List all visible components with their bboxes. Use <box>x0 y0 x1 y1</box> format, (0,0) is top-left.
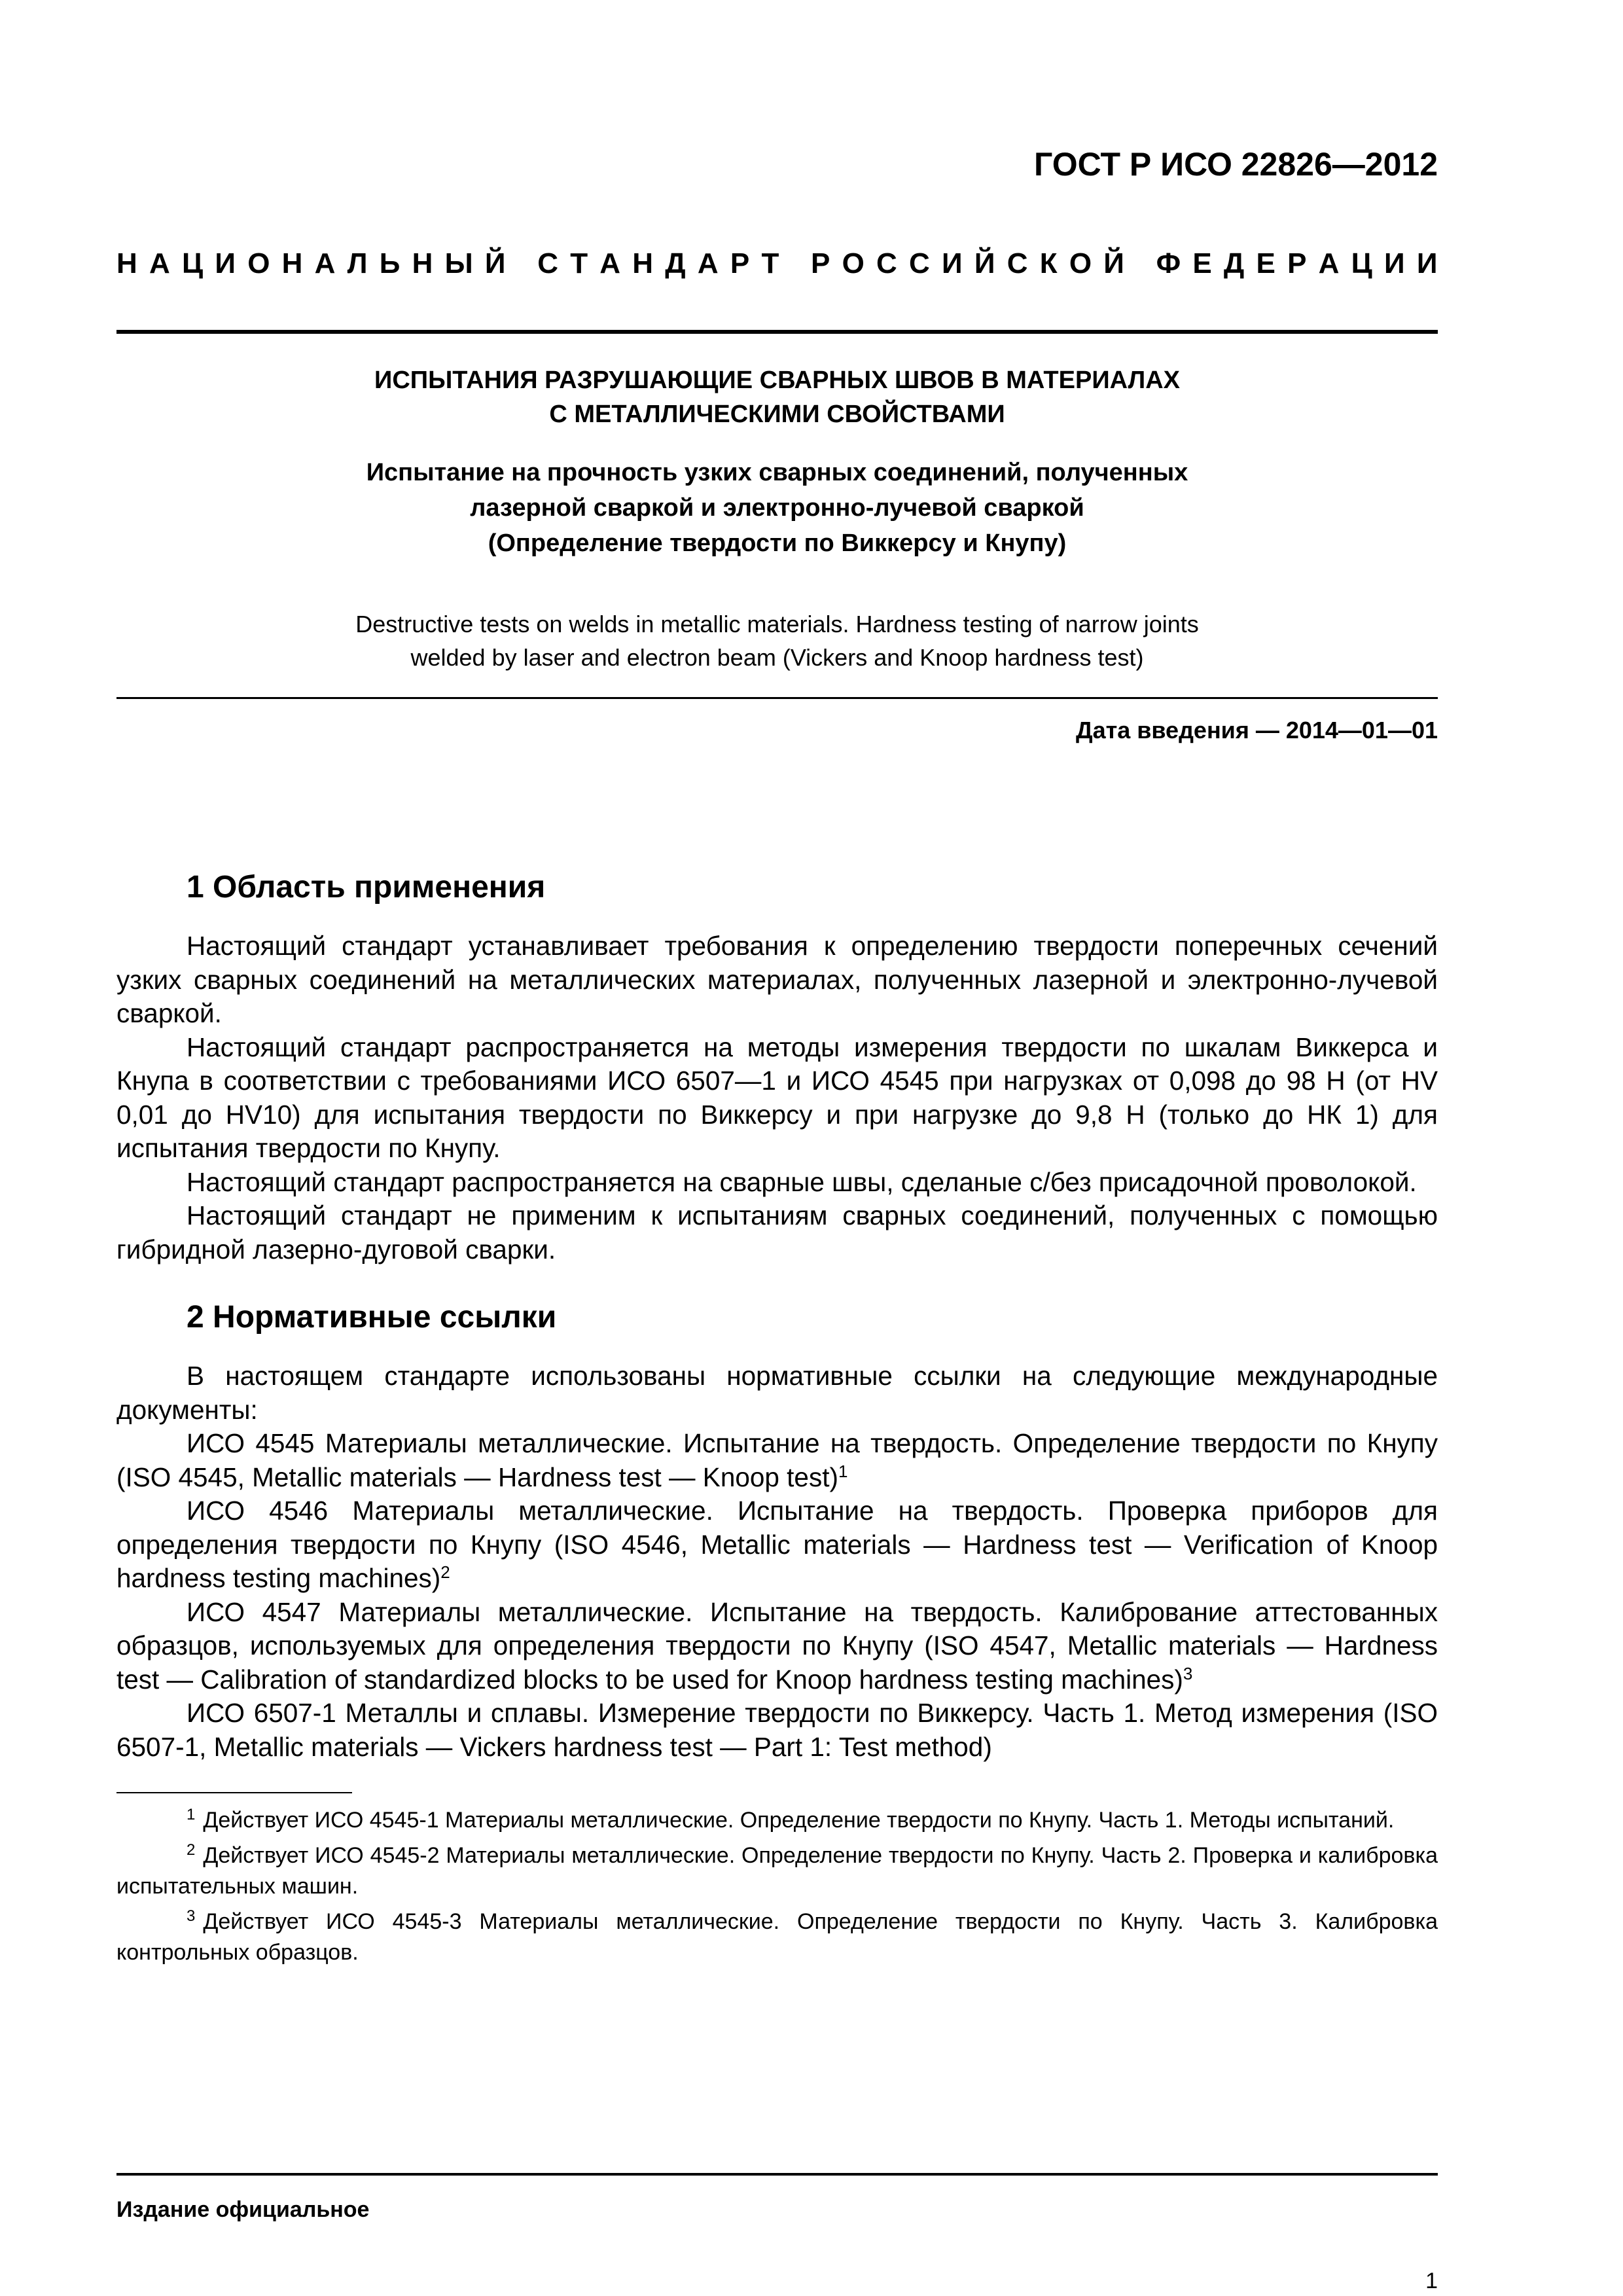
footnote-marker[interactable]: 2 <box>440 1562 450 1582</box>
banner-letter: И <box>1384 247 1405 279</box>
banner-letter: Н <box>632 247 654 279</box>
banner-letter: А <box>149 247 170 279</box>
national-standard-banner <box>116 247 1438 280</box>
banner-letter: Й <box>974 247 995 279</box>
banner-letter: А <box>1318 247 1340 279</box>
title-main-line: ИСПЫТАНИЯ РАЗРУШАЮЩИЕ СВАРНЫХ ШВОВ В МАТЕРИАЛАХ <box>374 367 1180 394</box>
footnote-separator <box>116 1792 352 1793</box>
reference-text: ИСО 4547 Материалы металлические. Испытание на твердость. Калибрование аттестованных образцов, используемых для определения твердости по Кнупу (ISO 4547, Metallic materials — Hardness test — Calibration of standardized blocks to be used for Knoop hardness testing machines) <box>116 1596 1438 1695</box>
title-subtitle <box>116 455 1438 561</box>
banner-letter: Р <box>811 247 830 279</box>
section-heading: 2 Нормативные ссылки <box>187 1300 557 1335</box>
banner-letter: И <box>215 247 236 279</box>
footnote-number: 2 <box>187 1841 196 1859</box>
edition-label: Издание официальное <box>116 2197 370 2222</box>
footnote-number: 1 <box>187 1806 196 1823</box>
banner-letter: С <box>909 247 930 279</box>
footnote <box>116 1907 1438 1968</box>
banner-letter: Й <box>1103 247 1124 279</box>
banner-letter: Н <box>281 247 303 279</box>
banner-letter: С <box>1007 247 1028 279</box>
banner-letter: С <box>537 247 558 279</box>
reference-text: ИСО 4546 Материалы металлические. Испытание на твердость. Проверка приборов для определения твердости по Кнупу (ISO 4546, Metallic materials — Hardness test — Verification of Knoop hardness testing machines) <box>116 1496 1438 1593</box>
title-main-line: С МЕТАЛЛИЧЕСКИМИ СВОЙСТВАМИ <box>549 401 1005 428</box>
banner-letter: А <box>314 247 336 279</box>
banner-letter: О <box>247 247 270 279</box>
document-code: ГОСТ Р ИСО 22826—2012 <box>1034 146 1438 183</box>
reference-text: ИСО 6507-1 Металлы и сплавы. Измерение твердости по Виккерсу. Часть 1. Метод измерения (ISO 6507-1, Metallic materials — Vickers hardness test — Part 1: Test method) <box>116 1698 1438 1762</box>
reference-item <box>116 1494 1438 1596</box>
banner-letter: О <box>1069 247 1092 279</box>
paragraph: В настоящем стандарте использованы нормативные ссылки на следующие международные документы: <box>116 1361 1438 1425</box>
footnote-number: 3 <box>187 1907 196 1925</box>
banner-letter <box>1136 247 1144 280</box>
paragraph: Настоящий стандарт устанавливает требования к определению твердости поперечных сечений узких сварных соединений на металлических материалах, полученных лазерной и электронно-лучевой сваркой. <box>116 931 1438 1028</box>
reference-text: ИСО 4545 Материалы металлические. Испытание на твердость. Определение твердости по Кнупу (ISO 4545, Metallic materials — Hardness test — Knoop test) <box>116 1428 1438 1492</box>
footnote <box>116 1805 1438 1836</box>
banner-letter: Н <box>412 247 433 279</box>
header-rule <box>116 330 1438 334</box>
banner-letter: Ь <box>379 247 401 279</box>
banner-letter: И <box>1416 247 1438 279</box>
section-heading: 1 Область применения <box>187 870 546 905</box>
banner-letter: Е <box>1192 247 1212 279</box>
banner-letter: И <box>942 247 963 279</box>
banner-letter: К <box>1039 247 1058 279</box>
english-title-line: welded by laser and electron beam (Vickers and Knoop hardness test) <box>410 644 1144 671</box>
section2-body <box>116 1359 1438 1764</box>
footnote-marker[interactable]: 1 <box>838 1461 848 1481</box>
page-number: 1 <box>1425 2269 1438 2293</box>
banner-letter: Р <box>1287 247 1307 279</box>
section1-body <box>116 929 1438 1266</box>
banner-letter: Л <box>347 247 368 279</box>
title-rule <box>116 697 1438 699</box>
reference-item <box>116 1696 1438 1764</box>
title-english <box>116 607 1438 674</box>
paragraph: Настоящий стандарт распространяется на сварные швы, сделаные с/без присадочной проволокой. <box>187 1166 1417 1197</box>
banner-letter: Т <box>761 247 779 279</box>
title-main <box>116 363 1438 431</box>
subtitle-line: Испытание на прочность узких сварных соединений, полученных <box>366 459 1188 486</box>
banner-letter: Д <box>665 247 686 279</box>
subtitle-line: лазерной сваркой и электронно-лучевой сваркой <box>470 494 1084 522</box>
banner-letter: Ы <box>444 247 473 279</box>
paragraph: Настоящий стандарт не применим к испытаниям сварных соединений, полученных с помощью гибридной лазерно-дуговой сварки. <box>116 1200 1438 1265</box>
banner-letter: О <box>842 247 865 279</box>
banner-letter: Д <box>1223 247 1245 279</box>
banner-letter: Ц <box>1351 247 1372 279</box>
banner-letter: С <box>876 247 897 279</box>
banner-letter <box>791 247 799 280</box>
introduction-date: Дата введения — 2014—01—01 <box>1075 717 1438 744</box>
reference-item <box>116 1596 1438 1697</box>
banner-letter: Ф <box>1156 247 1181 279</box>
footer-rule <box>116 2173 1438 2176</box>
banner-letter: Н <box>116 247 137 279</box>
banner-letter: Й <box>484 247 506 279</box>
footnote <box>116 1840 1438 1902</box>
banner-letter: Ц <box>182 247 204 279</box>
paragraph: Настоящий стандарт распространяется на методы измерения твердости по шкалам Виккерса и Кнупа в соответствии с требованиями ИСО 6507—1 и ИСО 4545 при нагрузках от 0,098 до 98 Н (от HV 0,01 до HV10) для испытания твердости по Виккерсу и при нагрузке до 9,8 Н (только до НК 1) для испытания твердости по Кнупу. <box>116 1031 1438 1163</box>
banner-letter <box>518 247 526 280</box>
banner-letter: Т <box>570 247 588 279</box>
banner-letter: Р <box>730 247 750 279</box>
footnote-text: Действует ИСО 4545-3 Материалы металлические. Определение твердости по Кнупу. Часть 3. Калибровка контрольных образцов. <box>116 1909 1438 1965</box>
footnote-marker[interactable]: 3 <box>1183 1663 1193 1683</box>
banner-letter: А <box>697 247 719 279</box>
banner-letter: Е <box>1256 247 1275 279</box>
banner-letter: А <box>599 247 621 279</box>
footnote-text: Действует ИСО 4545-2 Материалы металлические. Определение твердости по Кнупу. Часть 2. Проверка и калибровка испытательных машин. <box>116 1843 1438 1899</box>
footnotes <box>116 1805 1438 1973</box>
reference-item <box>116 1427 1438 1494</box>
footnote-text: Действует ИСО 4545-1 Материалы металлические. Определение твердости по Кнупу. Часть 1. Методы испытаний. <box>203 1808 1395 1833</box>
english-title-line: Destructive tests on welds in metallic materials. Hardness testing of narrow joints <box>355 611 1199 637</box>
subtitle-line: (Определение твердости по Виккерсу и Кнупу) <box>488 529 1067 557</box>
